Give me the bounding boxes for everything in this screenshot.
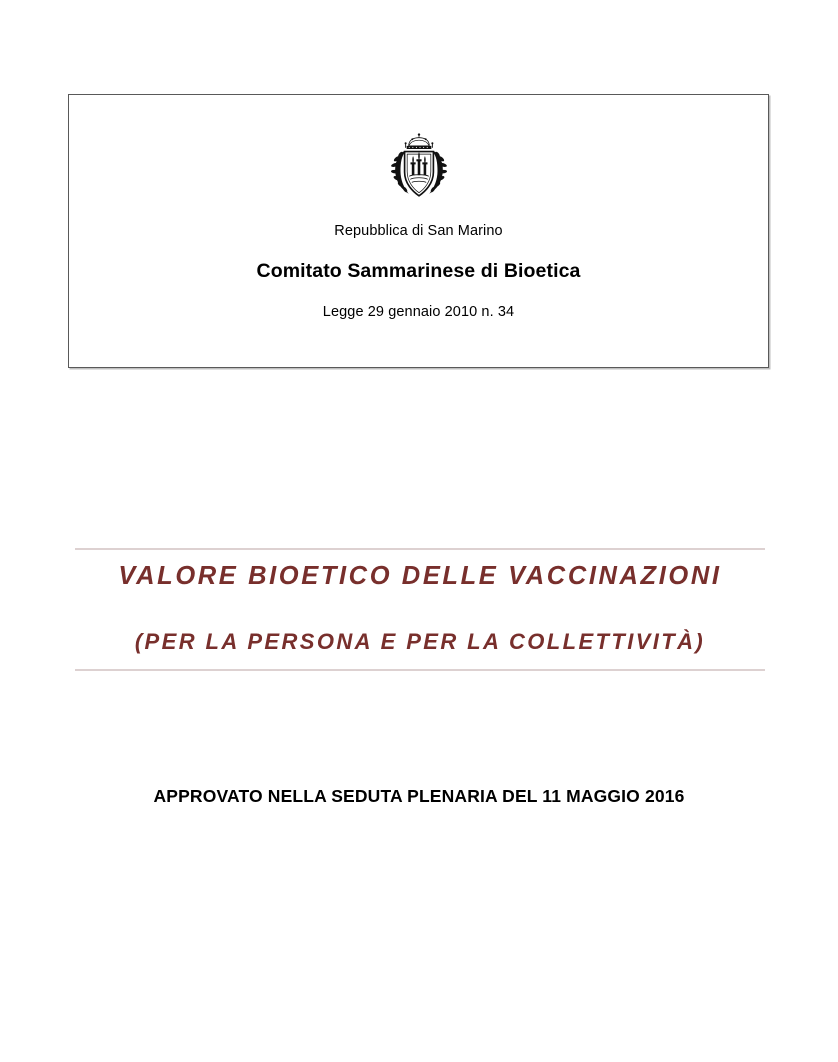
- approval-line: APPROVATO NELLA SEDUTA PLENARIA DEL 11 MAGGIO 2016: [153, 786, 685, 806]
- organization-name: Comitato Sammarinese di Bioetica: [256, 260, 581, 282]
- page-title: VALORE BIOETICO DELLE VACCINAZIONI: [118, 562, 722, 590]
- page-subtitle: (PER LA PERSONA E PER LA COLLETTIVITÀ): [134, 629, 706, 654]
- title-block: [75, 548, 765, 671]
- country-line: Repubblica di San Marino: [334, 223, 503, 239]
- header-box: [68, 94, 769, 368]
- title-rule-bottom: [75, 669, 765, 671]
- law-reference: Legge 29 gennaio 2010 n. 34: [322, 304, 515, 320]
- title-rule-top: [75, 548, 765, 550]
- san-marino-coat-of-arms-icon: [388, 132, 450, 204]
